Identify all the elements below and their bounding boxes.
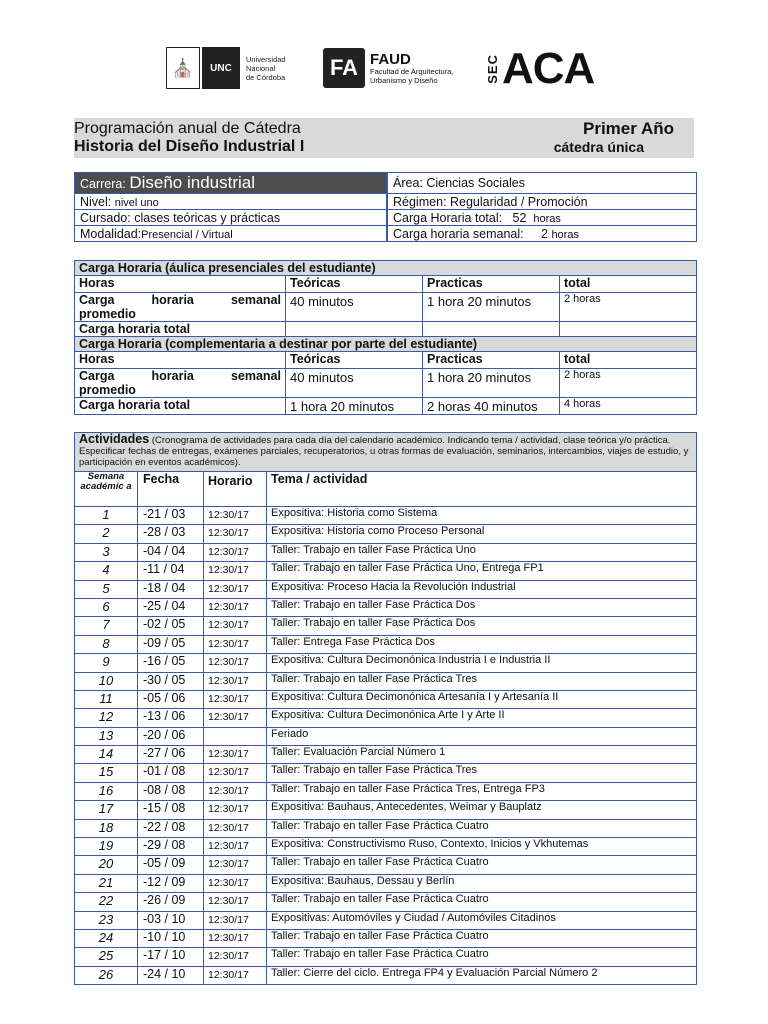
week-number: 14 — [75, 746, 138, 764]
column-header: Teóricas — [286, 352, 423, 369]
regimen-cell: Régimen: Regularidad / Promoción — [387, 194, 697, 210]
schedule-cell: 12:30/17 — [204, 948, 267, 966]
date-cell: -13 / 06 — [138, 709, 204, 727]
date-cell: -05 / 09 — [138, 856, 204, 874]
week-number: 24 — [75, 929, 138, 947]
carrera-value: Diseño industrial — [129, 173, 256, 192]
topic-cell: Taller: Trabajo en taller Fase Práctica Cuatro — [267, 856, 697, 874]
table-row — [75, 929, 697, 947]
table-row — [75, 801, 697, 819]
week-number: 16 — [75, 782, 138, 800]
modalidad-label: Modalidad: — [80, 226, 142, 241]
topic-cell: Taller: Trabajo en taller Fase Práctica Dos — [267, 617, 697, 635]
logo-bar — [160, 44, 620, 94]
topic-cell: Taller: Trabajo en taller Fase Práctica Cuatro — [267, 819, 697, 837]
week-number: 11 — [75, 690, 138, 708]
date-cell: -02 / 05 — [138, 617, 204, 635]
schedule-cell: 12:30/17 — [204, 966, 267, 984]
date-cell: -27 / 06 — [138, 746, 204, 764]
carrera-cell — [75, 173, 388, 194]
date-cell: -03 / 10 — [138, 911, 204, 929]
week-number: 4 — [75, 562, 138, 580]
table-row — [75, 654, 697, 672]
column-header: Horas — [75, 352, 286, 369]
sec-aca-logo-name: ACA — [502, 44, 595, 93]
cursado-cell: Cursado: clases teóricas y prácticas — [75, 210, 388, 226]
week-number: 17 — [75, 801, 138, 819]
date-cell: -24 / 10 — [138, 966, 204, 984]
week-number: 13 — [75, 727, 138, 745]
date-cell: -05 / 06 — [138, 690, 204, 708]
topic-cell: Taller: Trabajo en taller Fase Práctica Uno — [267, 543, 697, 561]
week-number: 20 — [75, 856, 138, 874]
row-label-word: semanal — [230, 369, 281, 383]
actividades-table — [74, 432, 697, 985]
nivel-value: nivel uno — [114, 196, 159, 209]
table-row — [75, 893, 697, 911]
schedule-cell: 12:30/17 — [204, 654, 267, 672]
unc-logo-text: Universidad Nacional de Córdoba — [246, 54, 286, 82]
week-number: 3 — [75, 543, 138, 561]
topic-cell: Expositiva: Bauhaus, Antecedentes, Weimar y Bauplatz — [267, 801, 697, 819]
nivel-cell — [75, 194, 388, 210]
schedule-cell: 12:30/17 — [204, 543, 267, 561]
date-cell: -18 / 04 — [138, 580, 204, 598]
carga-total-cell — [387, 210, 697, 226]
date-cell: -30 / 05 — [138, 672, 204, 690]
column-header: Practicas — [423, 276, 560, 293]
schedule-cell: 12:30/17 — [204, 580, 267, 598]
unc-logo — [166, 47, 286, 89]
sec-aca-logo-prefix: SEC — [485, 54, 500, 84]
table-row — [75, 764, 697, 782]
schedule-cell: 12:30/17 — [204, 690, 267, 708]
topic-cell: Taller: Trabajo en taller Fase Práctica Tres — [267, 672, 697, 690]
column-header-horario: Horario — [204, 472, 267, 507]
modalidad-value: Presencial / Virtual — [141, 228, 233, 241]
date-cell: -09 / 05 — [138, 635, 204, 653]
week-number: 7 — [75, 617, 138, 635]
carga-semanal-value: 2 — [541, 226, 548, 241]
teoricas-value: 40 minutos — [286, 369, 423, 398]
actividades-intro — [75, 433, 697, 472]
faud-logo-subtitle: Facultad de Arquitectura, Urbanismo y Diseño — [370, 66, 454, 85]
week-number: 15 — [75, 764, 138, 782]
week-number: 5 — [75, 580, 138, 598]
date-cell: -16 / 05 — [138, 654, 204, 672]
area-cell: Área: Ciencias Sociales — [387, 173, 697, 194]
column-header: Horas — [75, 276, 286, 293]
teoricas-value: 40 minutos — [286, 293, 423, 322]
date-cell: -21 / 03 — [138, 507, 204, 525]
date-cell: -15 / 08 — [138, 801, 204, 819]
date-cell: -28 / 03 — [138, 525, 204, 543]
sec-aca-logo — [485, 44, 594, 94]
topic-cell: Taller: Evaluación Parcial Número 1 — [267, 746, 697, 764]
date-cell: -20 / 06 — [138, 727, 204, 745]
title-band — [74, 118, 694, 158]
topic-cell: Taller: Trabajo en taller Fase Práctica Uno, Entrega FP1 — [267, 562, 697, 580]
schedule-cell: 12:30/17 — [204, 764, 267, 782]
schedule-cell: 12:30/17 — [204, 709, 267, 727]
row-label-word: Carga — [79, 369, 115, 383]
table-row — [75, 727, 697, 745]
schedule-cell: 12:30/17 — [204, 562, 267, 580]
section-heading: Carga Horaria (áulica presenciales del estudiante) — [75, 261, 697, 276]
table-row — [75, 507, 697, 525]
week-number: 18 — [75, 819, 138, 837]
carga-horaria-table — [74, 260, 697, 415]
row-label-total: Carga horaria total — [75, 322, 286, 337]
practicas-value — [423, 322, 560, 337]
week-number: 23 — [75, 911, 138, 929]
week-number: 9 — [75, 654, 138, 672]
carga-semanal-cell — [387, 226, 697, 242]
teoricas-value: 1 hora 20 minutos — [286, 398, 423, 415]
week-number: 22 — [75, 893, 138, 911]
schedule-cell: 12:30/17 — [204, 672, 267, 690]
date-cell: -01 / 08 — [138, 764, 204, 782]
table-row — [75, 838, 697, 856]
table-row — [75, 819, 697, 837]
practicas-value: 1 hora 20 minutos — [423, 293, 560, 322]
date-cell: -17 / 10 — [138, 948, 204, 966]
faud-logo — [323, 48, 453, 88]
year-label: Primer Año — [582, 119, 674, 138]
faud-logo-name: FAUD — [370, 50, 411, 68]
topic-cell: Taller: Trabajo en taller Fase Práctica Cuatro — [267, 893, 697, 911]
carrera-label: Carrera: — [80, 177, 126, 191]
row-label-semanal — [75, 369, 286, 398]
row-label-word: promedio — [79, 307, 136, 321]
column-header: total — [560, 276, 697, 293]
table-row — [75, 672, 697, 690]
column-header: total — [560, 352, 697, 369]
topic-cell: Expositiva: Constructivismo Ruso, Contexto, Inicios y Vkhutemas — [267, 838, 697, 856]
actividades-description: (Cronograma de actividades para cada día del calendario académico. Indicando tema / actividad, clase teórica y/o práctica. Especificar fechas de entregas, exámenes parciales, recuperatorios, u otras formas de evaluación, seminarios, intercambios, viajes de estudio, y participación en eventos académicos). — [79, 435, 689, 468]
date-cell: -04 / 04 — [138, 543, 204, 561]
schedule-cell: 12:30/17 — [204, 598, 267, 616]
table-row — [75, 874, 697, 892]
schedule-cell: 12:30/17 — [204, 746, 267, 764]
row-label-word: horaria — [151, 293, 194, 307]
total-value: 2 horas — [560, 293, 697, 322]
schedule-cell: 12:30/17 — [204, 838, 267, 856]
schedule-cell: 12:30/17 — [204, 507, 267, 525]
carga-semanal-label: Carga horaria semanal: — [393, 226, 524, 241]
schedule-cell: 12:30/17 — [204, 856, 267, 874]
date-cell: -08 / 08 — [138, 782, 204, 800]
schedule-cell: 12:30/17 — [204, 911, 267, 929]
topic-cell: Expositiva: Cultura Decimonónica Artesanía I y Artesanía II — [267, 690, 697, 708]
column-header-fecha: Fecha — [138, 472, 204, 507]
table-row — [75, 543, 697, 561]
teoricas-value — [286, 322, 423, 337]
topic-cell: Expositiva: Historia como Sistema — [267, 507, 697, 525]
topic-cell: Expositiva: Proceso Hacia la Revolución Industrial — [267, 580, 697, 598]
topic-cell: Taller: Cierre del ciclo. Entrega FP4 y Evaluación Parcial Número 2 — [267, 966, 697, 984]
date-cell: -10 / 10 — [138, 929, 204, 947]
course-name: Historia del Diseño Industrial I — [74, 138, 305, 155]
table-row — [75, 635, 697, 653]
unc-logo-box: UNC — [202, 47, 240, 89]
topic-cell: Taller: Entrega Fase Práctica Dos — [267, 635, 697, 653]
topic-cell: Taller: Trabajo en taller Fase Práctica Tres, Entrega FP3 — [267, 782, 697, 800]
table-row — [75, 617, 697, 635]
topic-cell: Feriado — [267, 727, 697, 745]
table-row — [75, 948, 697, 966]
table-row — [75, 746, 697, 764]
week-number: 1 — [75, 507, 138, 525]
topic-cell: Taller: Trabajo en taller Fase Práctica Cuatro — [267, 948, 697, 966]
topic-cell: Taller: Trabajo en taller Fase Práctica Cuatro — [267, 929, 697, 947]
carga-semanal-unit: horas — [551, 228, 579, 241]
topic-cell: Expositiva: Bauhaus, Dessau y Berlín — [267, 874, 697, 892]
schedule-cell: 12:30/17 — [204, 525, 267, 543]
topic-cell: Expositiva: Cultura Decimonónica Industria I e Industria II — [267, 654, 697, 672]
column-header: Teóricas — [286, 276, 423, 293]
week-number: 6 — [75, 598, 138, 616]
date-cell: -12 / 09 — [138, 874, 204, 892]
course-info-table — [74, 172, 697, 242]
date-cell: -29 / 08 — [138, 838, 204, 856]
schedule-cell: 12:30/17 — [204, 893, 267, 911]
carga-total-unit: horas — [533, 212, 561, 225]
document-title: Programación anual de Cátedra — [74, 120, 301, 137]
carga-total-value: 52 — [512, 210, 527, 225]
week-number: 10 — [75, 672, 138, 690]
unc-seal-icon: ⛪ — [166, 47, 200, 89]
date-cell: -11 / 04 — [138, 562, 204, 580]
table-row — [75, 580, 697, 598]
schedule-cell: 12:30/17 — [204, 801, 267, 819]
practicas-value: 1 hora 20 minutos — [423, 369, 560, 398]
schedule-cell — [204, 727, 267, 745]
schedule-cell: 12:30/17 — [204, 635, 267, 653]
practicas-value: 2 horas 40 minutos — [423, 398, 560, 415]
week-number: 19 — [75, 838, 138, 856]
topic-cell: Taller: Trabajo en taller Fase Práctica Tres — [267, 764, 697, 782]
table-row — [75, 709, 697, 727]
actividades-title: Actividades — [79, 432, 150, 446]
week-number: 26 — [75, 966, 138, 984]
table-row — [75, 911, 697, 929]
total-value: 2 horas — [560, 369, 697, 398]
week-number: 21 — [75, 874, 138, 892]
total-value — [560, 322, 697, 337]
column-header-semana: Semana académic a — [75, 472, 138, 507]
schedule-cell: 12:30/17 — [204, 819, 267, 837]
table-row — [75, 562, 697, 580]
row-label-word: promedio — [79, 383, 136, 397]
row-label-word: Carga — [79, 293, 115, 307]
catedra-label: cátedra única — [553, 139, 644, 155]
week-number: 12 — [75, 709, 138, 727]
table-row — [75, 525, 697, 543]
table-row — [75, 598, 697, 616]
topic-cell: Expositivas: Automóviles y Ciudad / Automóviles Citadinos — [267, 911, 697, 929]
row-label-word: semanal — [230, 293, 281, 307]
modalidad-cell — [75, 226, 388, 242]
topic-cell: Expositiva: Historia como Proceso Personal — [267, 525, 697, 543]
row-label-semanal — [75, 293, 286, 322]
total-value: 4 horas — [560, 398, 697, 415]
topic-cell: Taller: Trabajo en taller Fase Práctica Dos — [267, 598, 697, 616]
week-number: 2 — [75, 525, 138, 543]
schedule-cell: 12:30/17 — [204, 617, 267, 635]
table-row — [75, 782, 697, 800]
date-cell: -22 / 08 — [138, 819, 204, 837]
week-number: 25 — [75, 948, 138, 966]
topic-cell: Expositiva: Cultura Decimonónica Arte I y Arte II — [267, 709, 697, 727]
section-heading: Carga Horaria (complementaria a destinar por parte del estudiante) — [75, 337, 697, 352]
column-header-tema: Tema / actividad — [267, 472, 697, 507]
row-label-word: horaria — [151, 369, 194, 383]
row-label-total: Carga horaria total — [75, 398, 286, 415]
table-row — [75, 690, 697, 708]
schedule-cell: 12:30/17 — [204, 929, 267, 947]
date-cell: -25 / 04 — [138, 598, 204, 616]
carga-total-label: Carga Horaria total: — [393, 210, 503, 225]
date-cell: -26 / 09 — [138, 893, 204, 911]
table-row — [75, 966, 697, 984]
faud-mark-icon: FA — [323, 48, 365, 88]
schedule-cell: 12:30/17 — [204, 782, 267, 800]
table-row — [75, 856, 697, 874]
nivel-label: Nivel: — [80, 194, 112, 209]
week-number: 8 — [75, 635, 138, 653]
schedule-cell: 12:30/17 — [204, 874, 267, 892]
column-header: Practicas — [423, 352, 560, 369]
